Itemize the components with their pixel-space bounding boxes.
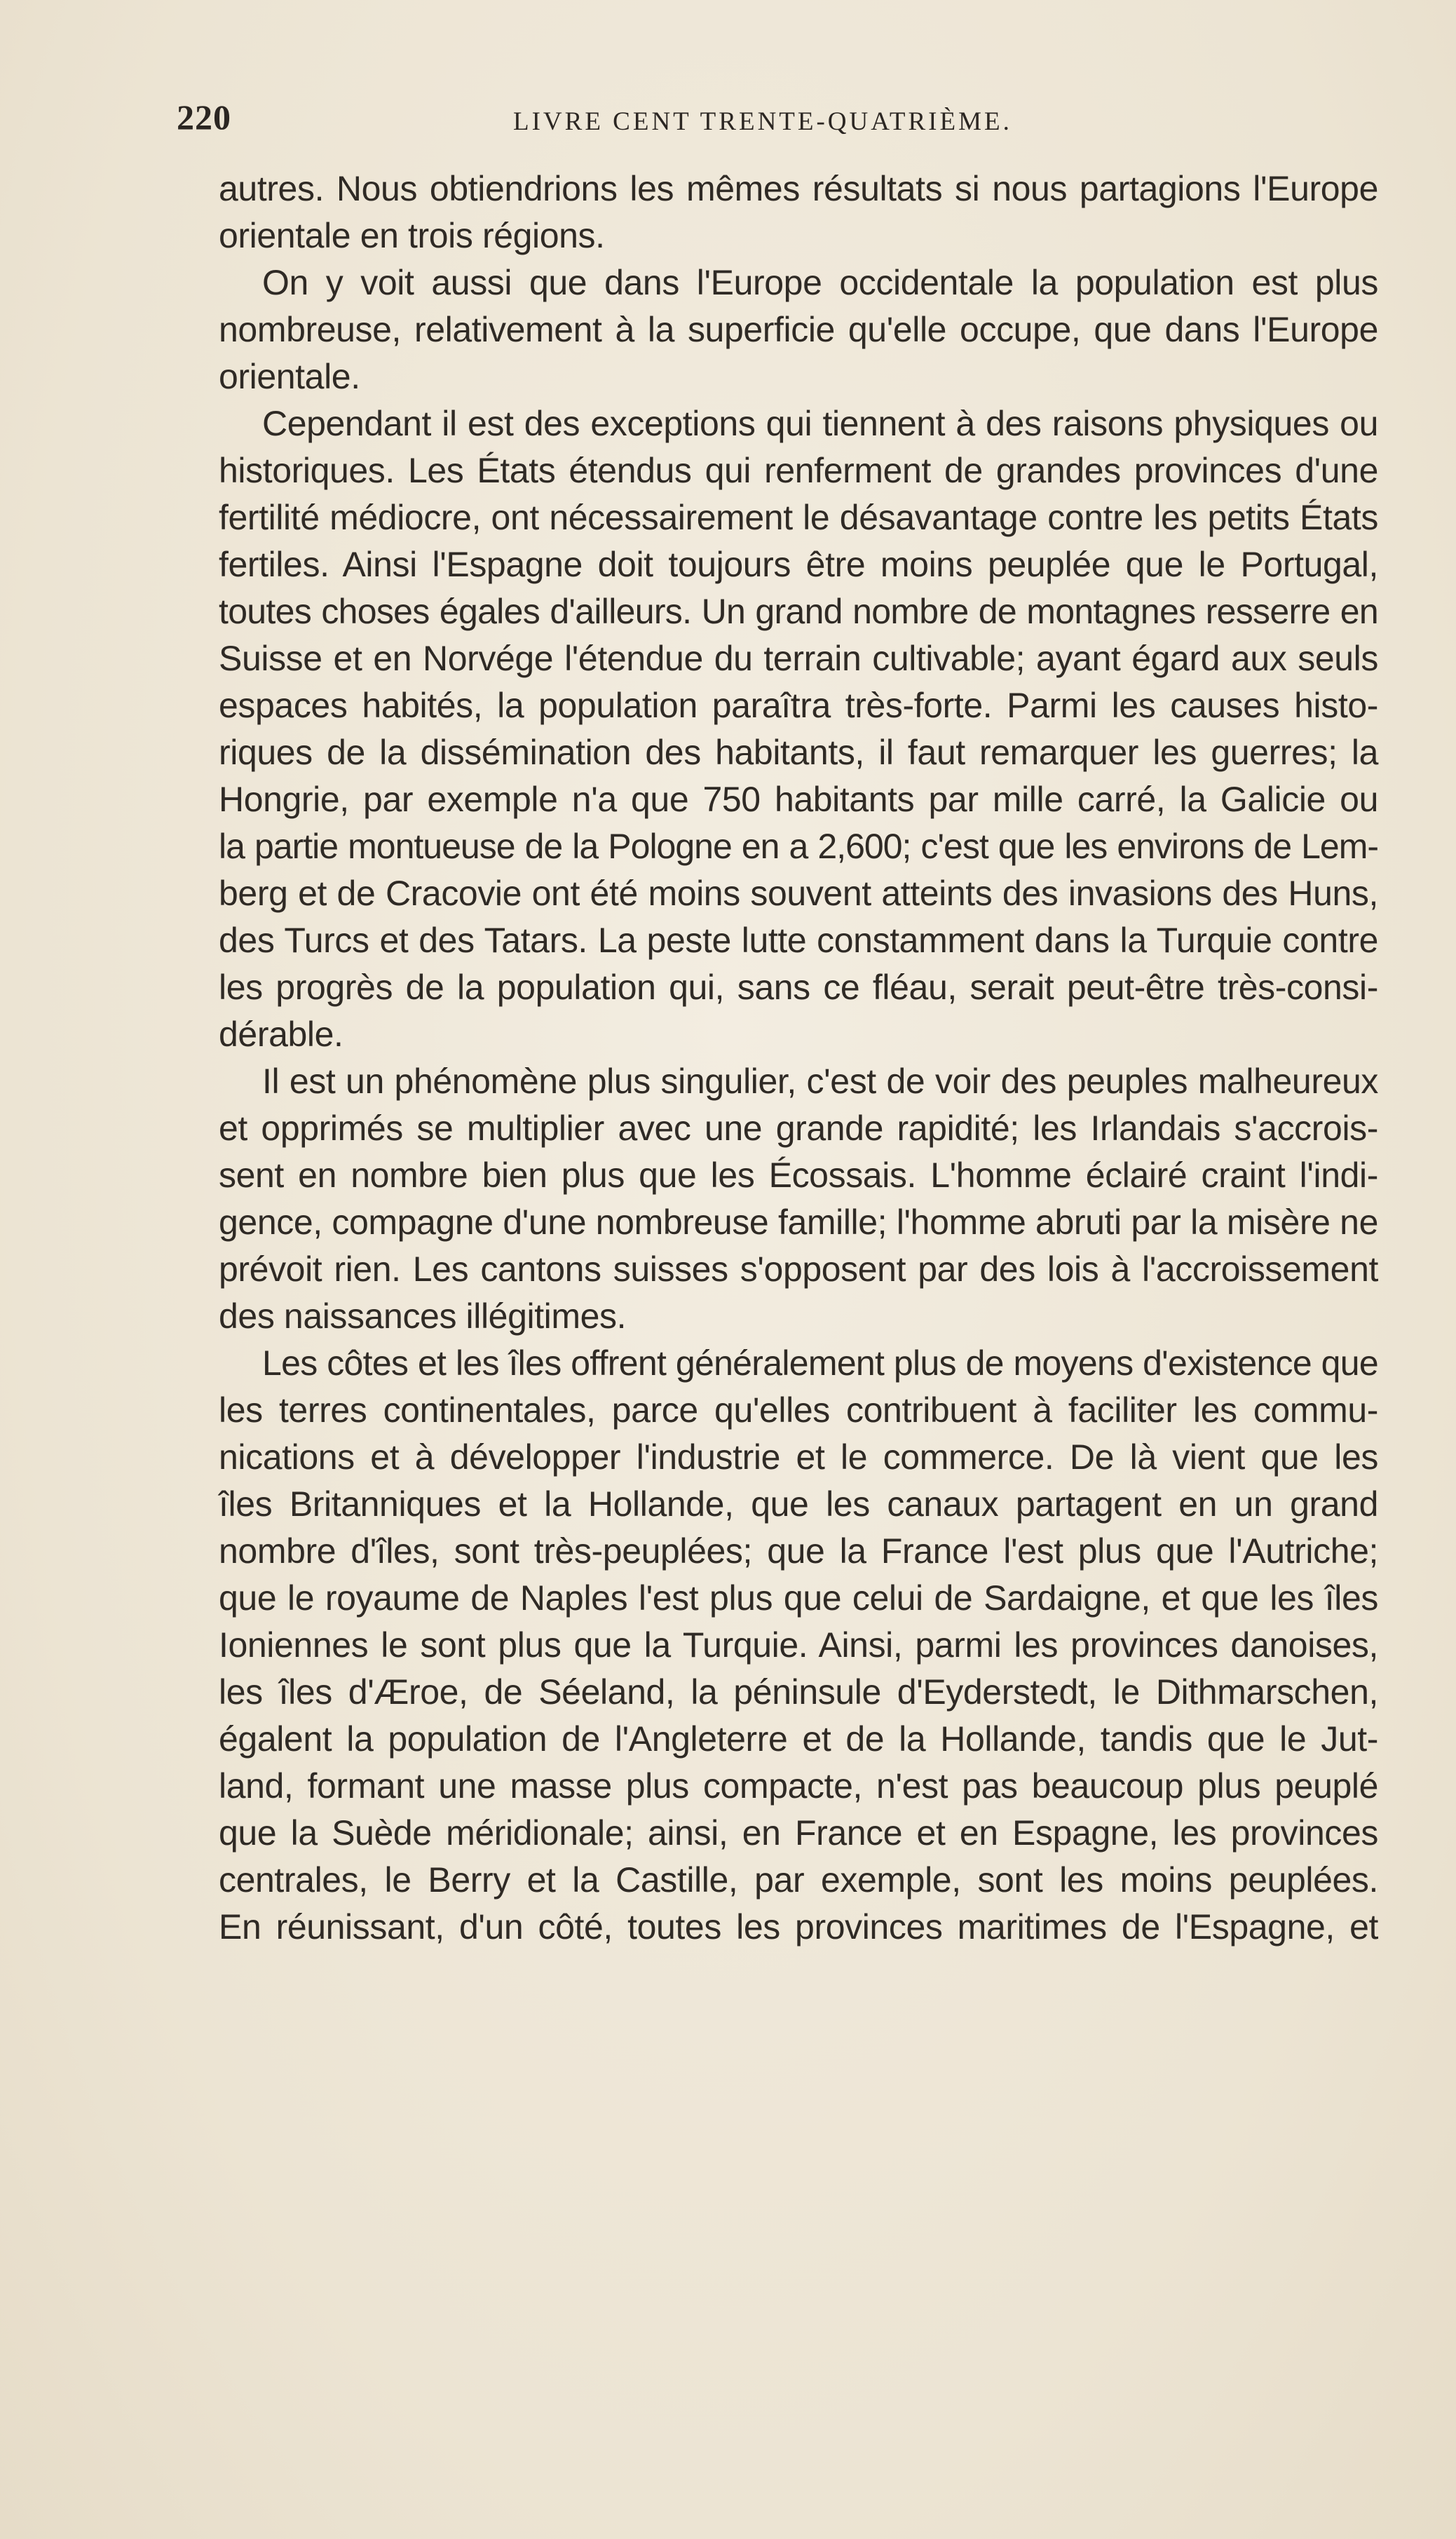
text-line: espaces habités, la population paraîtra très-forte. Parmi les causes histo- (219, 686, 1378, 725)
text-line: orientale en trois régions. (219, 216, 605, 255)
text-line: les progrès de la population qui, sans ce fléau, serait peut-être très-consi- (219, 968, 1378, 1007)
paragraph (175, 259, 1378, 400)
text-line: gence, compagne d'une nombreuse famille; l'homme abruti par la misère ne (219, 1203, 1378, 1242)
text-line: nombre d'îles, sont très-peuplées; que la France l'est plus que l'Autriche; (219, 1531, 1378, 1571)
text-line: dérable. (219, 1015, 343, 1054)
text-line: centrales, le Berry et la Castille, par exemple, sont les moins peuplées. (219, 1860, 1378, 1900)
text-line: des Turcs et des Tatars. La peste lutte constamment dans la Turquie contre (219, 921, 1378, 960)
page-header (177, 97, 1377, 146)
text-line: îles Britanniques et la Hollande, que les canaux partagent en un grand (219, 1484, 1378, 1524)
text-line: la partie montueuse de la Pologne en a 2,600; c'est que les environs de Lem- (219, 827, 1378, 866)
text-line: autres. Nous obtiendrions les mêmes résultats si nous partagions l'Europe (219, 169, 1378, 208)
text-line: des naissances illégitimes. (219, 1296, 627, 1336)
text-line: land, formant une masse plus compacte, n'est pas beaucoup plus peuplé (219, 1766, 1378, 1806)
body-text (175, 165, 1378, 1951)
text-line: nications et à développer l'industrie et le commerce. De là vient que les (219, 1437, 1378, 1477)
text-line: On y voit aussi que dans l'Europe occidentale la population est plus (262, 263, 1378, 302)
text-line: Hongrie, par exemple n'a que 750 habitants par mille carré, la Galicie ou (219, 780, 1378, 819)
text-line: historiques. Les États étendus qui renferment de grandes provinces d'une (219, 451, 1378, 490)
text-line: Il est un phénomène plus singulier, c'est de voir des peuples malheureux (262, 1062, 1378, 1101)
text-line: et opprimés se multiplier avec une grande rapidité; les Irlandais s'accrois- (219, 1109, 1378, 1148)
text-line: sent en nombre bien plus que les Écossais. L'homme éclairé craint l'indi- (219, 1156, 1378, 1195)
text-line: berg et de Cracovie ont été moins souvent atteints des invasions des Huns, (219, 874, 1378, 913)
paragraph (175, 1058, 1378, 1340)
text-line: les îles d'Æroe, de Séeland, la péninsule d'Eyderstedt, le Dithmarschen, (219, 1672, 1378, 1712)
text-line: fertilité médiocre, ont nécessairement le désavantage contre les petits États (219, 498, 1378, 537)
text-line: égalent la population de l'Angleterre et de la Hollande, tandis que le Jut- (219, 1719, 1378, 1759)
text-line: En réunissant, d'un côté, toutes les provinces maritimes de l'Espagne, et (219, 1907, 1378, 1946)
text-line: Suisse et en Norvége l'étendue du terrain cultivable; ayant égard aux seuls (219, 639, 1378, 678)
text-line: que la Suède méridionale; ainsi, en France et en Espagne, les provinces (219, 1813, 1378, 1853)
text-line: que le royaume de Naples l'est plus que celui de Sardaigne, et que les îles (219, 1578, 1378, 1618)
text-line: nombreuse, relativement à la superficie qu'elle occupe, que dans l'Europe (219, 310, 1378, 349)
paragraph (175, 165, 1378, 259)
paragraph (175, 1340, 1378, 1951)
text-line: orientale. (219, 357, 360, 396)
text-line: toutes choses égales d'ailleurs. Un grand nombre de montagnes resserre en (219, 592, 1378, 631)
text-line: les terres continentales, parce qu'elles contribuent à faciliter les commu- (219, 1390, 1378, 1430)
text-line: Cependant il est des exceptions qui tiennent à des raisons physiques ou (262, 404, 1378, 443)
text-line: Les côtes et les îles offrent généralement plus de moyens d'existence que (262, 1343, 1378, 1383)
text-line: Ioniennes le sont plus que la Turquie. Ainsi, parmi les provinces danoises, (219, 1625, 1378, 1665)
running-head: LIVRE CENT TRENTE-QUATRIÈME. (513, 107, 1012, 136)
page-number: 220 (177, 97, 231, 137)
text-line: prévoit rien. Les cantons suisses s'opposent par des lois à l'accroissement (219, 1250, 1378, 1289)
text-line: fertiles. Ainsi l'Espagne doit toujours être moins peuplée que le Portugal, (219, 545, 1378, 584)
text-line: riques de la dissémination des habitants, il faut remarquer les guerres; la (219, 733, 1378, 772)
paragraph (175, 400, 1378, 1058)
